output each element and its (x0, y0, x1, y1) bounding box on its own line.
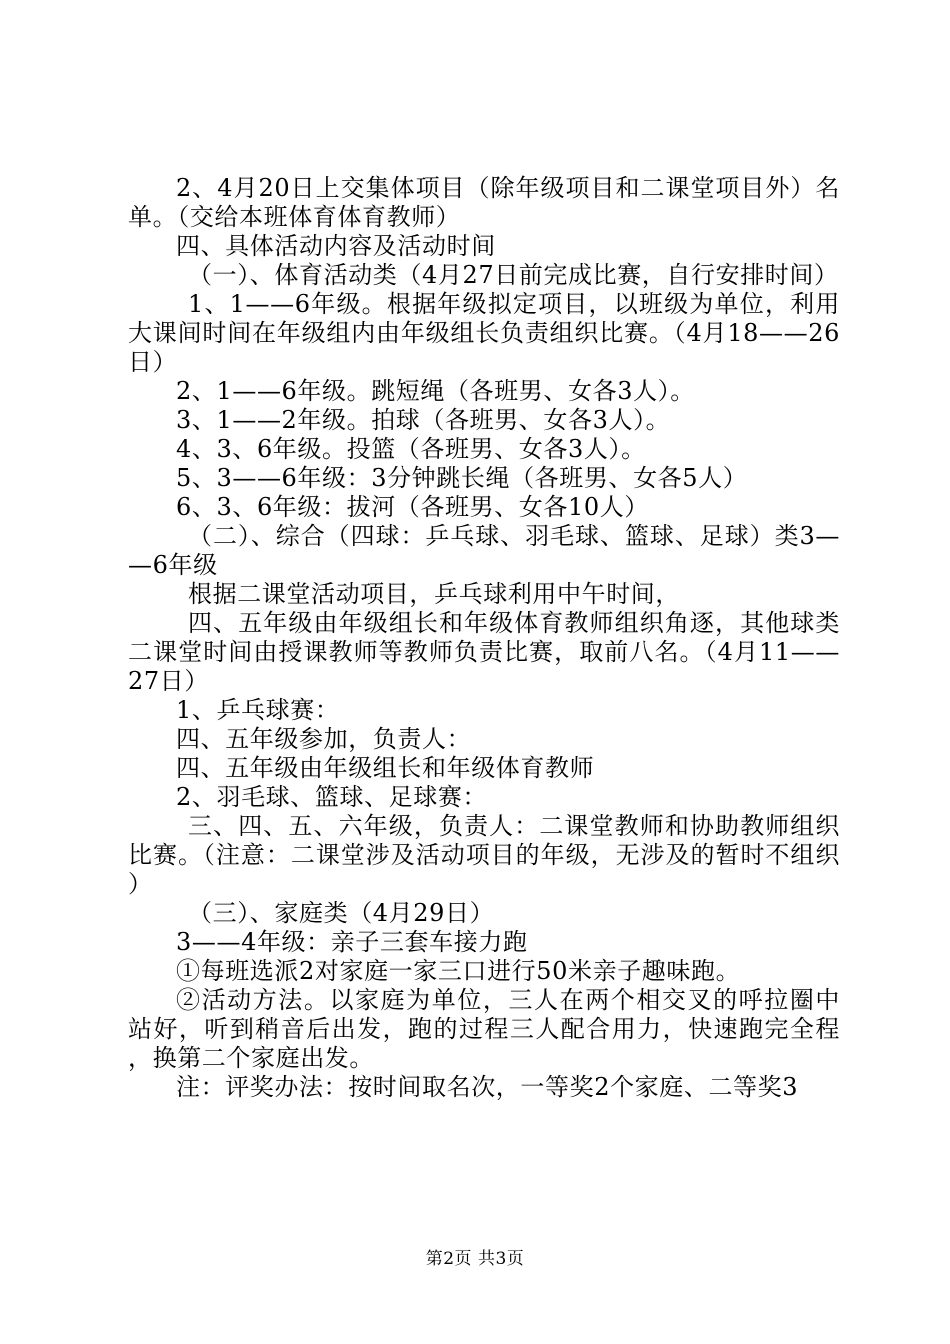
paragraph: 四、五年级由年级组长和年级体育教师组织角逐，其他球类二课堂时间由授课教师等教师负责比赛，取前八名。（4月11——27日） (128, 609, 840, 695)
paragraph: 1、1——6年级。根据年级拟定项目，以班级为单位，利用大课间时间在年级组内由年级组长负责组织比赛。（4月18——26日） (128, 290, 840, 376)
paragraph: 4、3、6年级。投篮（各班男、女各3人）。 (176, 435, 646, 463)
paragraph: 四、五年级由年级组长和年级体育教师 (176, 754, 595, 782)
page-footer: 第2页 共3页 (425, 1249, 525, 1269)
paragraph: ②活动方法。以家庭为单位，三人在两个相交叉的呼拉圈中站好，听到稍音后出发，跑的过程三人配合用力，快速跑完全程，换第二个家庭出发。 (128, 986, 840, 1072)
paragraph: 3、1——2年级。拍球（各班男、女各3人）。 (176, 406, 671, 434)
paragraph: 1、乒乓球赛： (176, 696, 340, 724)
paragraph: 3——4年级：亲子三套车接力跑 (176, 928, 528, 956)
paragraph: 2、4月20日上交集体项目（除年级项目和二课堂项目外）名单。（交给本班体育体育教师） (128, 174, 840, 231)
paragraph: 四、具体活动内容及活动时间 (176, 232, 496, 260)
paragraph: 5、3——6年级：3分钟跳长绳（各班男、女各5人） (176, 464, 748, 492)
paragraph: 6、3、6年级：拔河（各班男、女各10人） (176, 493, 649, 521)
paragraph: 2、1——6年级。跳短绳（各班男、女各3人）。 (176, 377, 695, 405)
document-body (128, 174, 840, 1102)
paragraph: 2、羽毛球、篮球、足球赛： (176, 783, 488, 811)
paragraph: 注：评奖办法：按时间取名次，一等奖2个家庭、二等奖3 (176, 1073, 799, 1101)
paragraph: （一）、体育活动类（4月27日前完成比赛，自行安排时间） (188, 261, 839, 289)
paragraph: 三、四、五、六年级，负责人：二课堂教师和协助教师组织比赛。（注意：二课堂涉及活动项目的年级，无涉及的暂时不组织） (128, 812, 840, 898)
paragraph: （三）、家庭类（4月29日） (188, 899, 495, 927)
paragraph: 四、五年级参加，负责人： (176, 725, 472, 753)
paragraph: ①每班选派2对家庭一家三口进行50米亲子趣味跑。 (176, 957, 741, 985)
paragraph: （二）、综合（四球：乒乓球、羽毛球、篮球、足球）类3——6年级 (128, 522, 840, 579)
paragraph: 根据二课堂活动项目，乒乓球利用中午时间， (188, 580, 680, 608)
